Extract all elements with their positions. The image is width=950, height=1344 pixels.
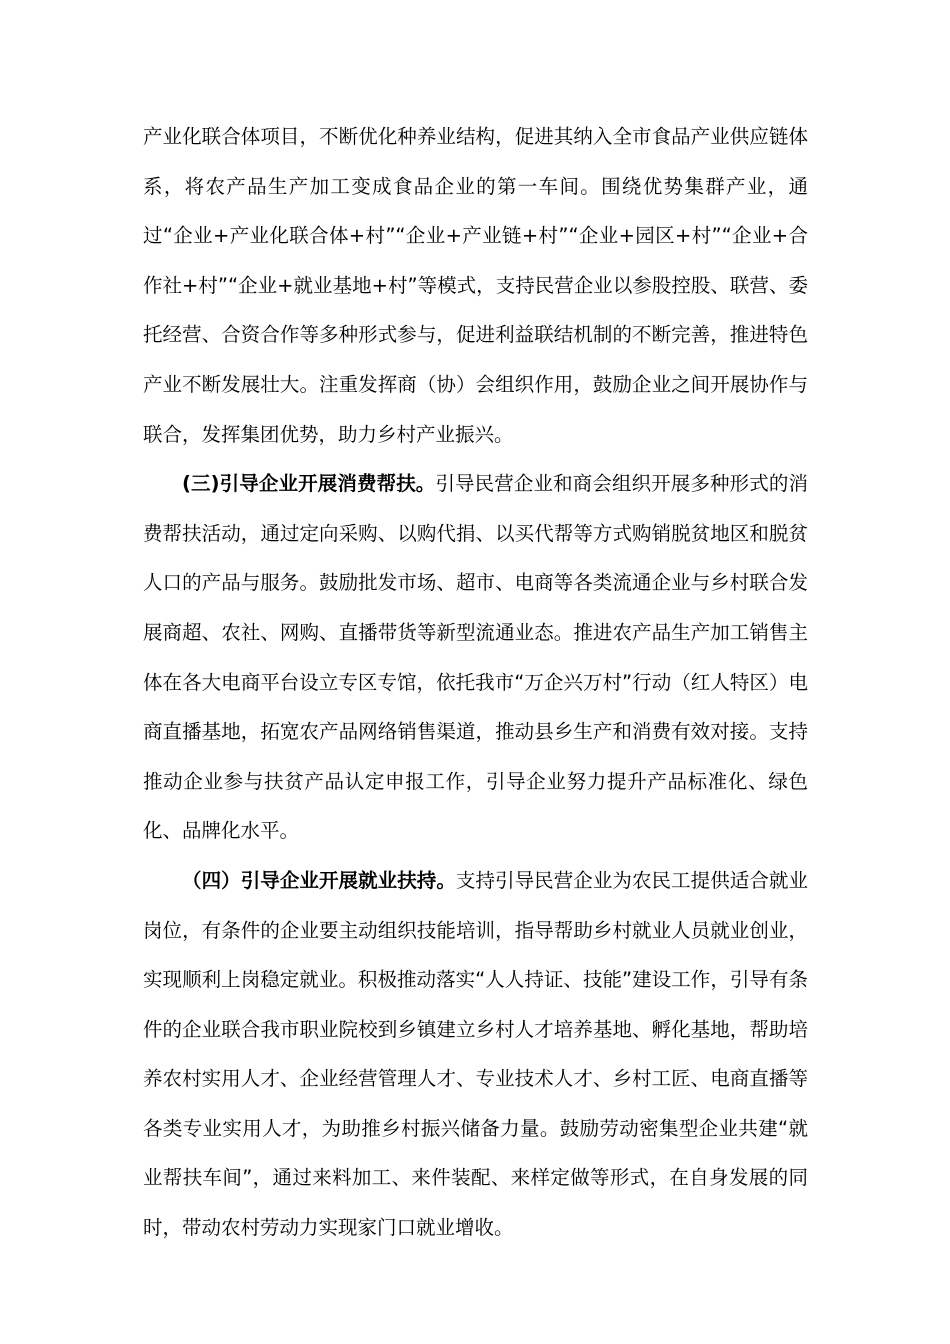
paragraph-text: 引导民营企业和商会组织开展多种形式的消费帮扶活动，通过定向采购、以购代捐、以买代帮等方式购销脱贫地区和脱贫人口的产品与服务。鼓励批发市场、超市、电商等各类流通企业与乡村联合发展商超、农社、网购、直播带货等新型流通业态。推进农产品生产加工销售主体在各大电商平台设立专区专馆，依托我市“万企兴万村”行动（红人特区）电商直播基地，拓宽农产品网络销售渠道，推动县乡生产和消费有效对接。支持推动企业参与扶贫产品认定申报工作，引导企业努力提升产品标准化、绿色化、品牌化水平。 [143,472,808,843]
paragraph-employment-support [143,856,808,1253]
paragraph-industry-continuation [143,112,808,459]
document-body [143,112,808,1253]
paragraph-text: 产业化联合体项目，不断优化种养业结构，促进其纳入全市食品产业供应链体系，将农产品生产加工变成食品企业的第一车间。围绕优势集群产业，通过“企业+产业化联合体+村”“企业+产业链+村”“企业+园区+村”“企业+合作社+村”“企业+就业基地+村”等模式，支持民营企业以参股控股、联营、委托经营、合资合作等多种形式参与，促进利益联结机制的不断完善，推进特色产业不断发展壮大。注重发挥商（协）会组织作用，鼓励企业之间开展协作与联合，发挥集团优势，助力乡村产业振兴。 [143,125,808,446]
paragraph-consumption-support [143,459,808,856]
section-heading-employment: （四）引导企业开展就业扶持。 [182,868,456,892]
paragraph-text: 支持引导民营企业为农民工提供适合就业岗位，有条件的企业要主动组织技能培训，指导帮助乡村就业人员就业创业，实现顺利上岗稳定就业。积极推动落实“人人持证、技能”建设工作，引导有条件的企业联合我市职业院校到乡镇建立乡村人才培养基地、孵化基地，帮助培养农村实用人才、企业经营管理人才、专业技术人才、乡村工匠、电商直播等各类专业实用人才，为助推乡村振兴储备力量。鼓励劳动密集型企业共建“就业帮扶车间”，通过来料加工、来件装配、来样定做等形式，在自身发展的同时，带动农村劳动力实现家门口就业增收。 [143,868,808,1240]
section-heading-consumption: (三)引导企业开展消费帮扶。 [182,472,436,496]
